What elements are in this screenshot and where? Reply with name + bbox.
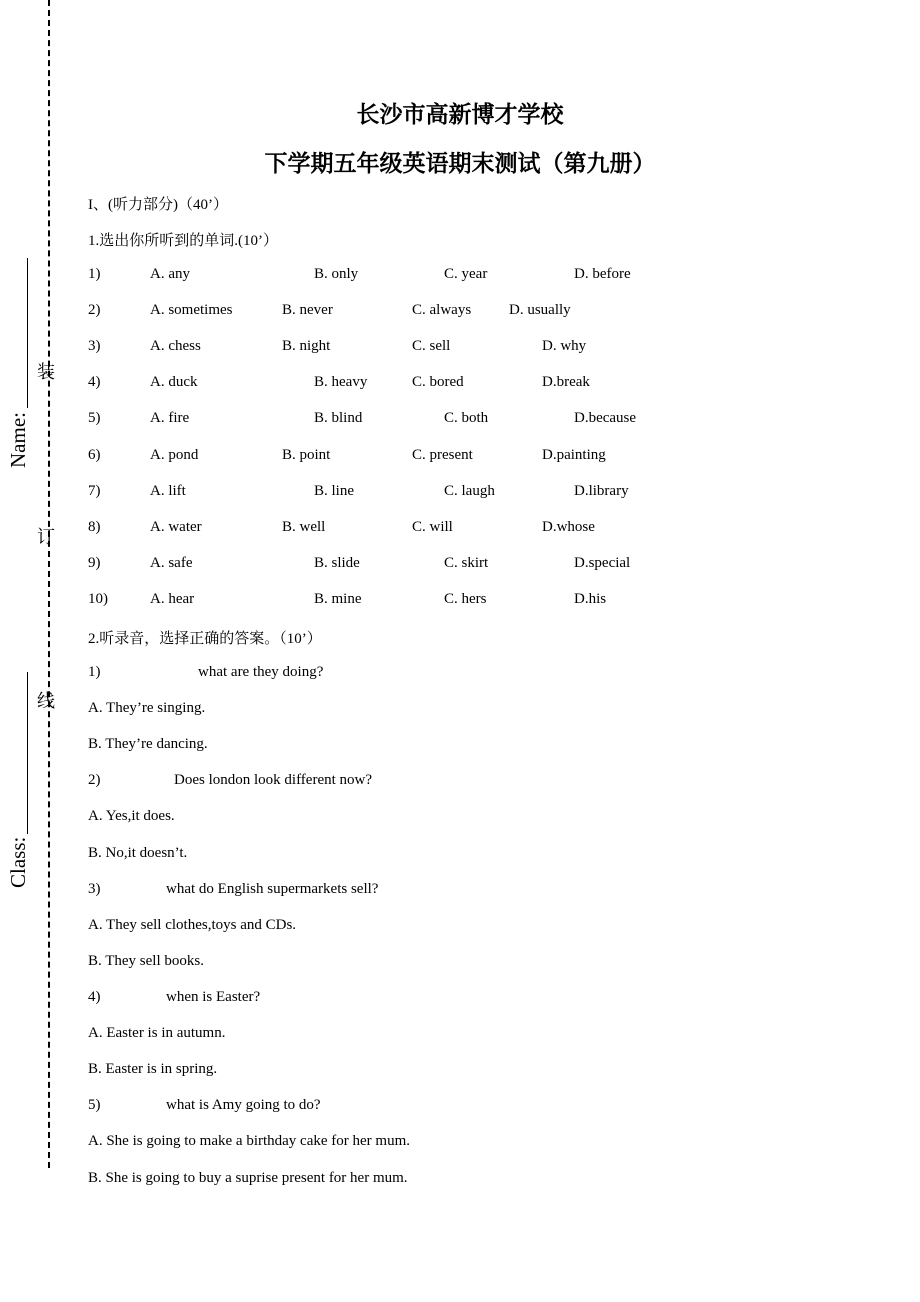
option-c: C. will — [412, 519, 453, 535]
answer-b: B. They’re dancing. — [88, 736, 208, 752]
question-number: 3) — [88, 881, 101, 897]
option-c: C. sell — [412, 338, 451, 354]
option-b: B. line — [314, 483, 354, 499]
option-d: D.library — [574, 483, 629, 499]
name-label: Name: — [6, 412, 30, 468]
question-number: 5) — [88, 1097, 101, 1113]
part2-heading: 2.听录音，选择正确的答案。（10’） — [88, 631, 322, 647]
name-underline — [27, 258, 28, 408]
option-d: D.break — [542, 374, 590, 390]
option-a: A. duck — [150, 374, 198, 390]
option-d: D.special — [574, 555, 631, 571]
option-c: C. skirt — [444, 555, 489, 571]
option-b: B. well — [282, 519, 326, 535]
question-text: what is Amy going to do? — [166, 1097, 321, 1113]
row-number: 1) — [88, 266, 101, 282]
option-b: B. blind — [314, 410, 363, 426]
option-b: B. night — [282, 338, 331, 354]
answer-a: A. Easter is in autumn. — [88, 1025, 226, 1041]
option-a: A. fire — [150, 410, 190, 426]
class-label: Class: — [6, 836, 30, 888]
option-b: B. point — [282, 447, 331, 463]
option-a: A. lift — [150, 483, 186, 499]
row-number: 4) — [88, 374, 101, 390]
option-b: B. only — [314, 266, 359, 282]
option-d: D. usually — [509, 302, 571, 318]
exam-title: 下学期五年级英语期末测试（第九册） — [264, 151, 656, 177]
option-b: B. heavy — [314, 374, 368, 390]
section-heading: I、(听力部分)（40’） — [88, 197, 228, 213]
option-c: C. always — [412, 302, 472, 318]
answer-a: A. Yes,it does. — [88, 808, 175, 824]
option-d: D.his — [574, 591, 607, 607]
question-text: Does london look different now? — [174, 772, 373, 788]
option-d: D.painting — [542, 447, 606, 463]
option-d: D. before — [574, 266, 631, 282]
school-title: 长沙市高新博才学校 — [356, 102, 564, 128]
option-c: C. laugh — [444, 483, 495, 499]
option-a: A. pond — [150, 447, 199, 463]
binding-char-xian: 线 — [37, 691, 55, 712]
answer-a: A. They’re singing. — [88, 700, 206, 716]
option-b: B. mine — [314, 591, 362, 607]
option-b: B. slide — [314, 555, 360, 571]
answer-b: B. No,it doesn’t. — [88, 845, 188, 861]
question-number: 4) — [88, 989, 101, 1005]
answer-b: B. They sell books. — [88, 953, 204, 969]
option-c: C. present — [412, 447, 473, 463]
option-a: A. water — [150, 519, 202, 535]
row-number: 3) — [88, 338, 101, 354]
option-a: A. any — [150, 266, 190, 282]
question-number: 1) — [88, 664, 101, 680]
option-d: D. why — [542, 338, 587, 354]
row-number: 10) — [88, 591, 108, 607]
answer-a: A. They sell clothes,toys and CDs. — [88, 917, 297, 933]
option-a: A. hear — [150, 591, 195, 607]
row-number: 5) — [88, 410, 101, 426]
option-c: C. bored — [412, 374, 464, 390]
row-number: 6) — [88, 447, 101, 463]
binding-char-ding: 订 — [37, 527, 55, 548]
class-underline — [27, 672, 28, 834]
question-text: what are they doing? — [198, 664, 324, 680]
option-c: C. both — [444, 410, 489, 426]
question-number: 2) — [88, 772, 101, 788]
row-number: 2) — [88, 302, 101, 318]
option-a: A. safe — [150, 555, 193, 571]
row-number: 8) — [88, 519, 101, 535]
answer-b: B. Easter is in spring. — [88, 1061, 218, 1077]
option-a: A. chess — [150, 338, 201, 354]
option-b: B. never — [282, 302, 333, 318]
part1-heading: 1.选出你所听到的单词.(10’） — [88, 233, 278, 249]
row-number: 9) — [88, 555, 101, 571]
row-number: 7) — [88, 483, 101, 499]
option-c: C. hers — [444, 591, 487, 607]
question-text: what do English supermarkets sell? — [166, 881, 379, 897]
option-c: C. year — [444, 266, 488, 282]
answer-a: A. She is going to make a birthday cake for her mum. — [88, 1133, 411, 1149]
question-text: when is Easter? — [166, 989, 261, 1005]
binding-char-zhuang: 装 — [37, 362, 55, 383]
option-d: D.whose — [542, 519, 595, 535]
option-a: A. sometimes — [150, 302, 233, 318]
option-d: D.because — [574, 410, 637, 426]
answer-b: B. She is going to buy a suprise present for her mum. — [88, 1170, 408, 1186]
